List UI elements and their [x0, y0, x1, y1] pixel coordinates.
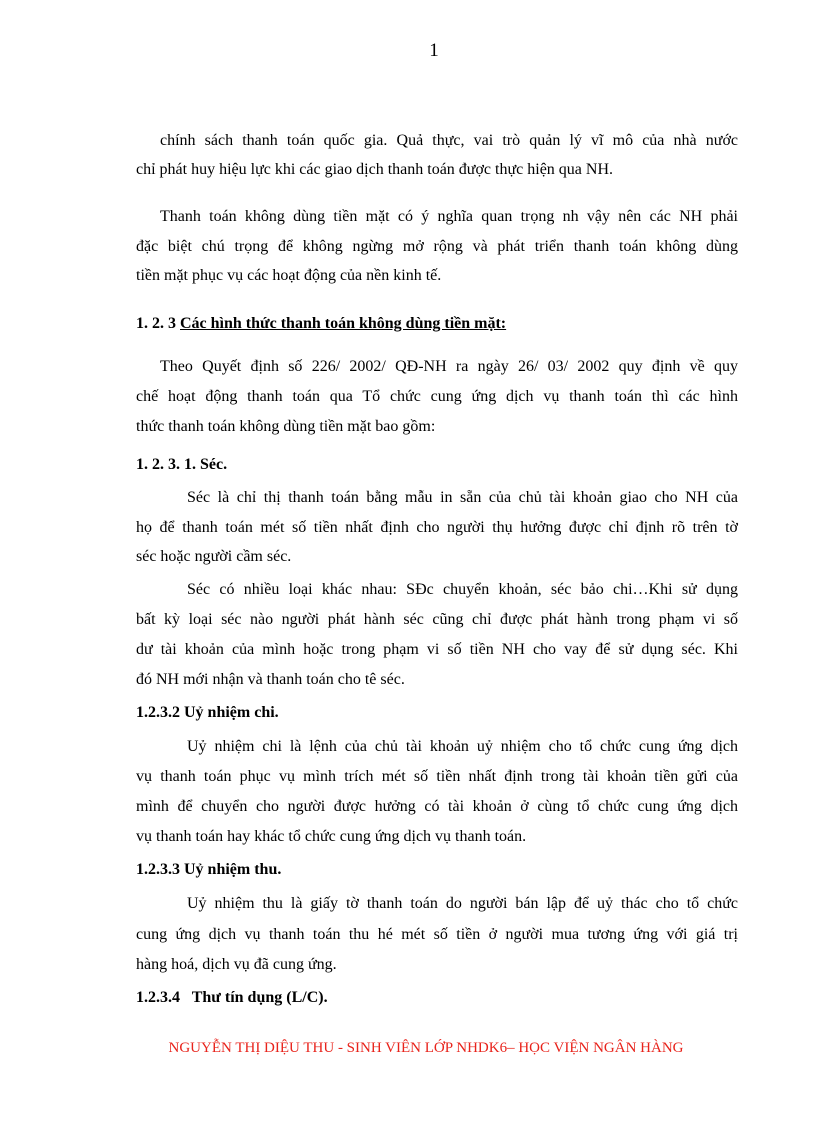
subsection-heading: 1.2.3.2 Uỷ nhiệm chi.: [136, 704, 279, 721]
subsection-heading: 1.2.3.4 Thư tín dụng (L/C).: [136, 989, 328, 1006]
text-line: hàng hoá, dịch vụ đã cung ứng.: [136, 956, 337, 973]
text-line: mình để chuyển cho người được hưởng có tài khoản ở cùng tổ chức cung ứng dịch: [136, 798, 738, 815]
text-line: chính sách thanh toán quốc gia. Quả thực, vai trò quản lý vĩ mô của nhà nước: [160, 132, 738, 149]
section-heading: [136, 314, 506, 334]
text-line: vụ thanh toán hay khác tổ chức cung ứng dịch vụ thanh toán.: [136, 828, 527, 845]
text-line: Theo Quyết định số 226/ 2002/ QĐ-NH ra ngày 26/ 03/ 2002 quy định về quy: [160, 358, 738, 375]
page-number: 1: [429, 40, 439, 61]
subsection-heading: 1.2.3.3 Uỷ nhiệm thu.: [136, 861, 282, 878]
text-line: Thanh toán không dùng tiền mặt có ý nghĩa quan trọng nh vậy nên các NH phải: [160, 208, 738, 225]
text-line: cung ứng dịch vụ thanh toán thu hé mét số tiền ở người mua tương ứng với giá trị: [136, 926, 738, 943]
section-title: Các hình thức thanh toán không dùng tiền mặt:: [180, 315, 507, 332]
text-line: đó NH mới nhận và thanh toán cho tê séc.: [136, 671, 405, 688]
text-line: vụ thanh toán phục vụ mình trích mét số tiền nhất định trong tài khoản tiền gửi của: [136, 768, 738, 785]
text-line: thức thanh toán không dùng tiền mặt bao gồm:: [136, 418, 436, 435]
text-line: họ để thanh toán mét số tiền nhất định cho người thụ hưởng được chỉ định rõ trên tờ: [136, 519, 738, 536]
text-line: tiền mặt phục vụ các hoạt động của nền kinh tế.: [136, 267, 442, 284]
section-number: 1. 2. 3: [136, 315, 180, 332]
text-line: chỉ phát huy hiệu lực khi các giao dịch thanh toán được thực hiện qua NH.: [136, 161, 614, 178]
subsection-heading: 1. 2. 3. 1. Séc.: [136, 456, 228, 473]
text-line: Uỷ nhiệm thu là giấy tờ thanh toán do người bán lập để uỷ thác cho tổ chức: [187, 895, 738, 912]
text-line: bất kỳ loại séc nào người phát hành séc cũng chỉ được phát hành trong phạm vi số: [136, 611, 738, 628]
text-line: chế hoạt động thanh toán qua Tổ chức cung ứng dịch vụ thanh toán thì các hình: [136, 388, 738, 405]
text-line: dư tài khoản của mình hoặc trong phạm vi số tiền NH cho vay để sử dụng séc. Khi: [136, 641, 738, 658]
text-line: séc hoặc người cầm séc.: [136, 548, 292, 565]
text-line: Séc là chỉ thị thanh toán bằng mẫu in sẵn của chủ tài khoản giao cho NH của: [187, 489, 738, 506]
text-line: Séc có nhiều loại khác nhau: SÐc chuyển khoản, séc bảo chi…Khi sử dụng: [187, 581, 738, 598]
text-line: Uỷ nhiệm chi là lệnh của chủ tài khoản uỷ nhiệm cho tổ chức cung ứng dịch: [187, 738, 738, 755]
page-footer: NGUYỄN THỊ DIỆU THU - SINH VIÊN LỚP NHDK6– HỌC VIỆN NGÂN HÀNG: [168, 1040, 684, 1056]
text-line: đặc biệt chú trọng để không ngừng mở rộng và phát triển thanh toán không dùng: [136, 238, 738, 255]
